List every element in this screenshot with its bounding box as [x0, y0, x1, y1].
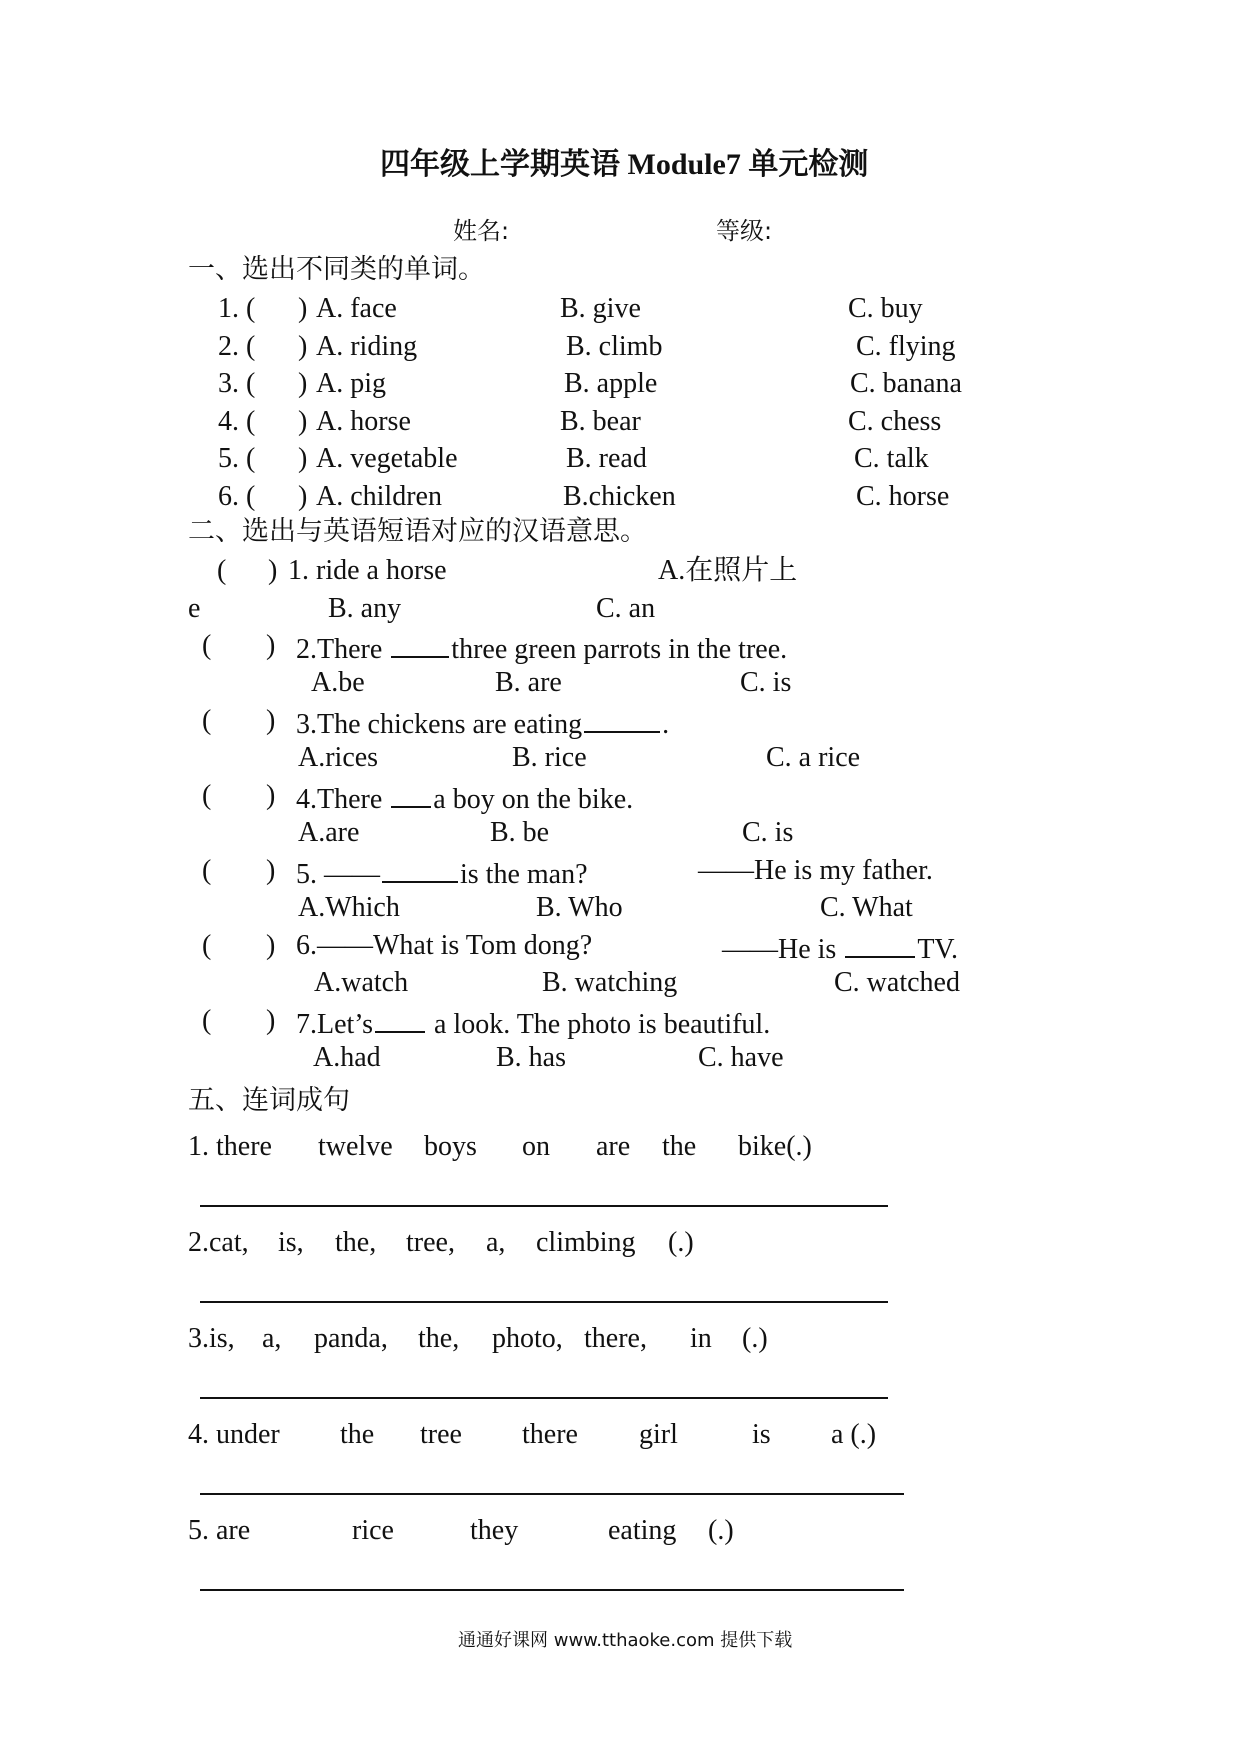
word-tile: girl [639, 1419, 678, 1450]
option-a: A. vegetable [316, 443, 458, 474]
item-close-paren: ) [298, 293, 308, 324]
option-c: C. is [742, 817, 794, 848]
option-a: A.had [313, 1042, 381, 1073]
word-tile: bike(.) [738, 1131, 812, 1162]
word-tile: there [522, 1419, 578, 1450]
word-tile: a (.) [831, 1419, 877, 1450]
option-b: B. Who [536, 892, 623, 923]
option-a: A. pig [316, 368, 386, 399]
footer-credit: 通通好课网 www.tthaoke.com 提供下载 [458, 1630, 793, 1651]
blank-line [382, 857, 458, 883]
question-suffix: three green parrots in the tree. [451, 634, 788, 665]
word-tile: boys [424, 1131, 477, 1162]
item-close-paren: ) [298, 443, 308, 474]
word-tile: (.) [742, 1323, 768, 1354]
option-c: C. banana [850, 368, 962, 399]
option-c: C. What [820, 892, 913, 923]
page-title: 四年级上学期英语 Module7 单元检测 [380, 148, 869, 181]
word-tile: is, [278, 1227, 304, 1258]
answer-open-paren: ( [202, 780, 212, 811]
blank-line [584, 707, 660, 733]
answer-line [200, 1301, 888, 1303]
answer-open-paren: ( [202, 705, 212, 736]
option-b: B. read [566, 443, 647, 474]
reply-suffix: TV. [917, 934, 959, 965]
item-close-paren: ) [298, 368, 308, 399]
question-suffix: . [662, 709, 670, 740]
option-c: C. an [596, 593, 656, 624]
answer-close-paren: ) [266, 855, 276, 886]
option-a: A.rices [298, 742, 379, 773]
item-number: 6. ( [218, 481, 256, 512]
word-tile: 4. under [188, 1419, 280, 1450]
answer-close-paren: ) [268, 555, 278, 586]
answer-close-paren: ) [266, 705, 276, 736]
word-tile: climbing [536, 1227, 636, 1258]
word-tile: they [470, 1515, 519, 1546]
word-tile: there, [584, 1323, 647, 1354]
word-tile: a, [486, 1227, 506, 1258]
word-tile: 1. there [188, 1131, 272, 1162]
option-c: C. is [740, 667, 792, 698]
answer-open-paren: ( [202, 930, 212, 961]
word-tile: twelve [318, 1131, 393, 1162]
option-b: B. be [490, 817, 550, 848]
blank-line [391, 782, 431, 808]
word-tile: on [522, 1131, 550, 1162]
word-tile: a, [262, 1323, 282, 1354]
word-tile: are [596, 1131, 631, 1162]
word-tile: 2.cat, [188, 1227, 249, 1258]
answer-close-paren: ) [266, 630, 276, 661]
name-label: 姓名: [453, 217, 510, 245]
item-number: 5. ( [218, 443, 256, 474]
word-tile: the [662, 1131, 697, 1162]
option-c: C. talk [854, 443, 929, 474]
question-text: 1. ride a horse [288, 555, 447, 586]
option-b: B. rice [512, 742, 587, 773]
section1-heading: 一、选出不同类的单词。 [188, 254, 485, 285]
option-c: C. watched [834, 967, 960, 998]
word-tile: in [690, 1323, 712, 1354]
answer-open-paren: ( [217, 555, 227, 586]
word-tile: the, [335, 1227, 377, 1258]
word-tile: (.) [668, 1227, 694, 1258]
word-tile: panda, [314, 1323, 388, 1354]
option-a: A. riding [316, 331, 418, 362]
question-prefix: 3.The chickens are eating [296, 709, 583, 740]
answer-reply [722, 932, 958, 964]
option-b: B.chicken [563, 481, 676, 512]
word-tile: 5. are [188, 1515, 251, 1546]
question-text: 6.——What is Tom dong? [296, 930, 593, 961]
option-a: A.are [298, 817, 360, 848]
blank-line [375, 1007, 425, 1033]
word-tile: 3.is, [188, 1323, 235, 1354]
item-number: 1. ( [218, 293, 256, 324]
item-close-paren: ) [298, 481, 308, 512]
answer-line [200, 1205, 888, 1207]
answer-open-paren: ( [202, 855, 212, 886]
option-b: B. has [496, 1042, 566, 1073]
option-b: B. any [328, 593, 402, 624]
question-text [296, 1007, 770, 1039]
option-c: C. a rice [766, 742, 861, 773]
section5-heading: 五、连词成句 [188, 1085, 350, 1116]
answer-line [200, 1589, 904, 1591]
option-b: B. apple [564, 368, 658, 399]
answer-open-paren: ( [202, 1005, 212, 1036]
word-tile: tree [420, 1419, 462, 1450]
question-text [296, 707, 669, 739]
option-a: A. face [316, 293, 397, 324]
item-number: 4. ( [218, 406, 256, 437]
word-tile: is [752, 1419, 771, 1450]
answer-reply: ——He is my father. [698, 855, 933, 886]
answer-close-paren: ) [266, 1005, 276, 1036]
question-suffix: is the man? [460, 859, 588, 890]
option-c: C. have [698, 1042, 784, 1073]
question-prefix: 5. —— [296, 859, 380, 890]
option-a: A.watch [314, 967, 409, 998]
option-b: B. bear [560, 406, 641, 437]
question-suffix: a boy on the bike. [433, 784, 634, 815]
option-c: C. horse [856, 481, 950, 512]
item-number: 3. ( [218, 368, 256, 399]
word-tile: (.) [708, 1515, 734, 1546]
option-c: C. buy [848, 293, 923, 324]
question-text [296, 782, 633, 814]
blank-line [845, 932, 915, 958]
section2-heading: 二、选出与英语短语对应的汉语意思。 [188, 516, 647, 547]
option-a: A.be [311, 667, 365, 698]
item-number: 2. ( [218, 331, 256, 362]
word-tile: eating [608, 1515, 677, 1546]
answer-close-paren: ) [266, 930, 276, 961]
word-tile: the [340, 1419, 375, 1450]
word-tile: the, [418, 1323, 460, 1354]
answer-line [200, 1493, 904, 1495]
option-b: B. watching [542, 967, 678, 998]
grade-label: 等级: [716, 217, 773, 245]
option-a: A.在照片上 [658, 555, 798, 586]
option-b: B. climb [566, 331, 663, 362]
blank-line [391, 632, 449, 658]
question-text [296, 857, 588, 889]
word-tile: rice [352, 1515, 394, 1546]
item-close-paren: ) [298, 331, 308, 362]
question-prefix: 2.There [296, 634, 383, 665]
option-a: A. horse [316, 406, 411, 437]
option-b: B. are [495, 667, 562, 698]
question-prefix: 7.Let’s [296, 1009, 373, 1040]
word-tile: tree, [406, 1227, 455, 1258]
option-c: C. flying [856, 331, 956, 362]
reply-prefix: ——He is [722, 934, 837, 965]
option-b: B. give [560, 293, 641, 324]
answer-line [200, 1397, 888, 1399]
option-a: A.Which [298, 892, 400, 923]
question-suffix: a look. The photo is beautiful. [427, 1009, 771, 1040]
option-c: C. chess [848, 406, 942, 437]
answer-open-paren: ( [202, 630, 212, 661]
option-a: A. children [316, 481, 442, 512]
item-close-paren: ) [298, 406, 308, 437]
question-text [296, 632, 787, 664]
word-tile: photo, [492, 1323, 563, 1354]
wrapped-fragment: e [188, 593, 201, 624]
question-prefix: 4.There [296, 784, 383, 815]
answer-close-paren: ) [266, 780, 276, 811]
